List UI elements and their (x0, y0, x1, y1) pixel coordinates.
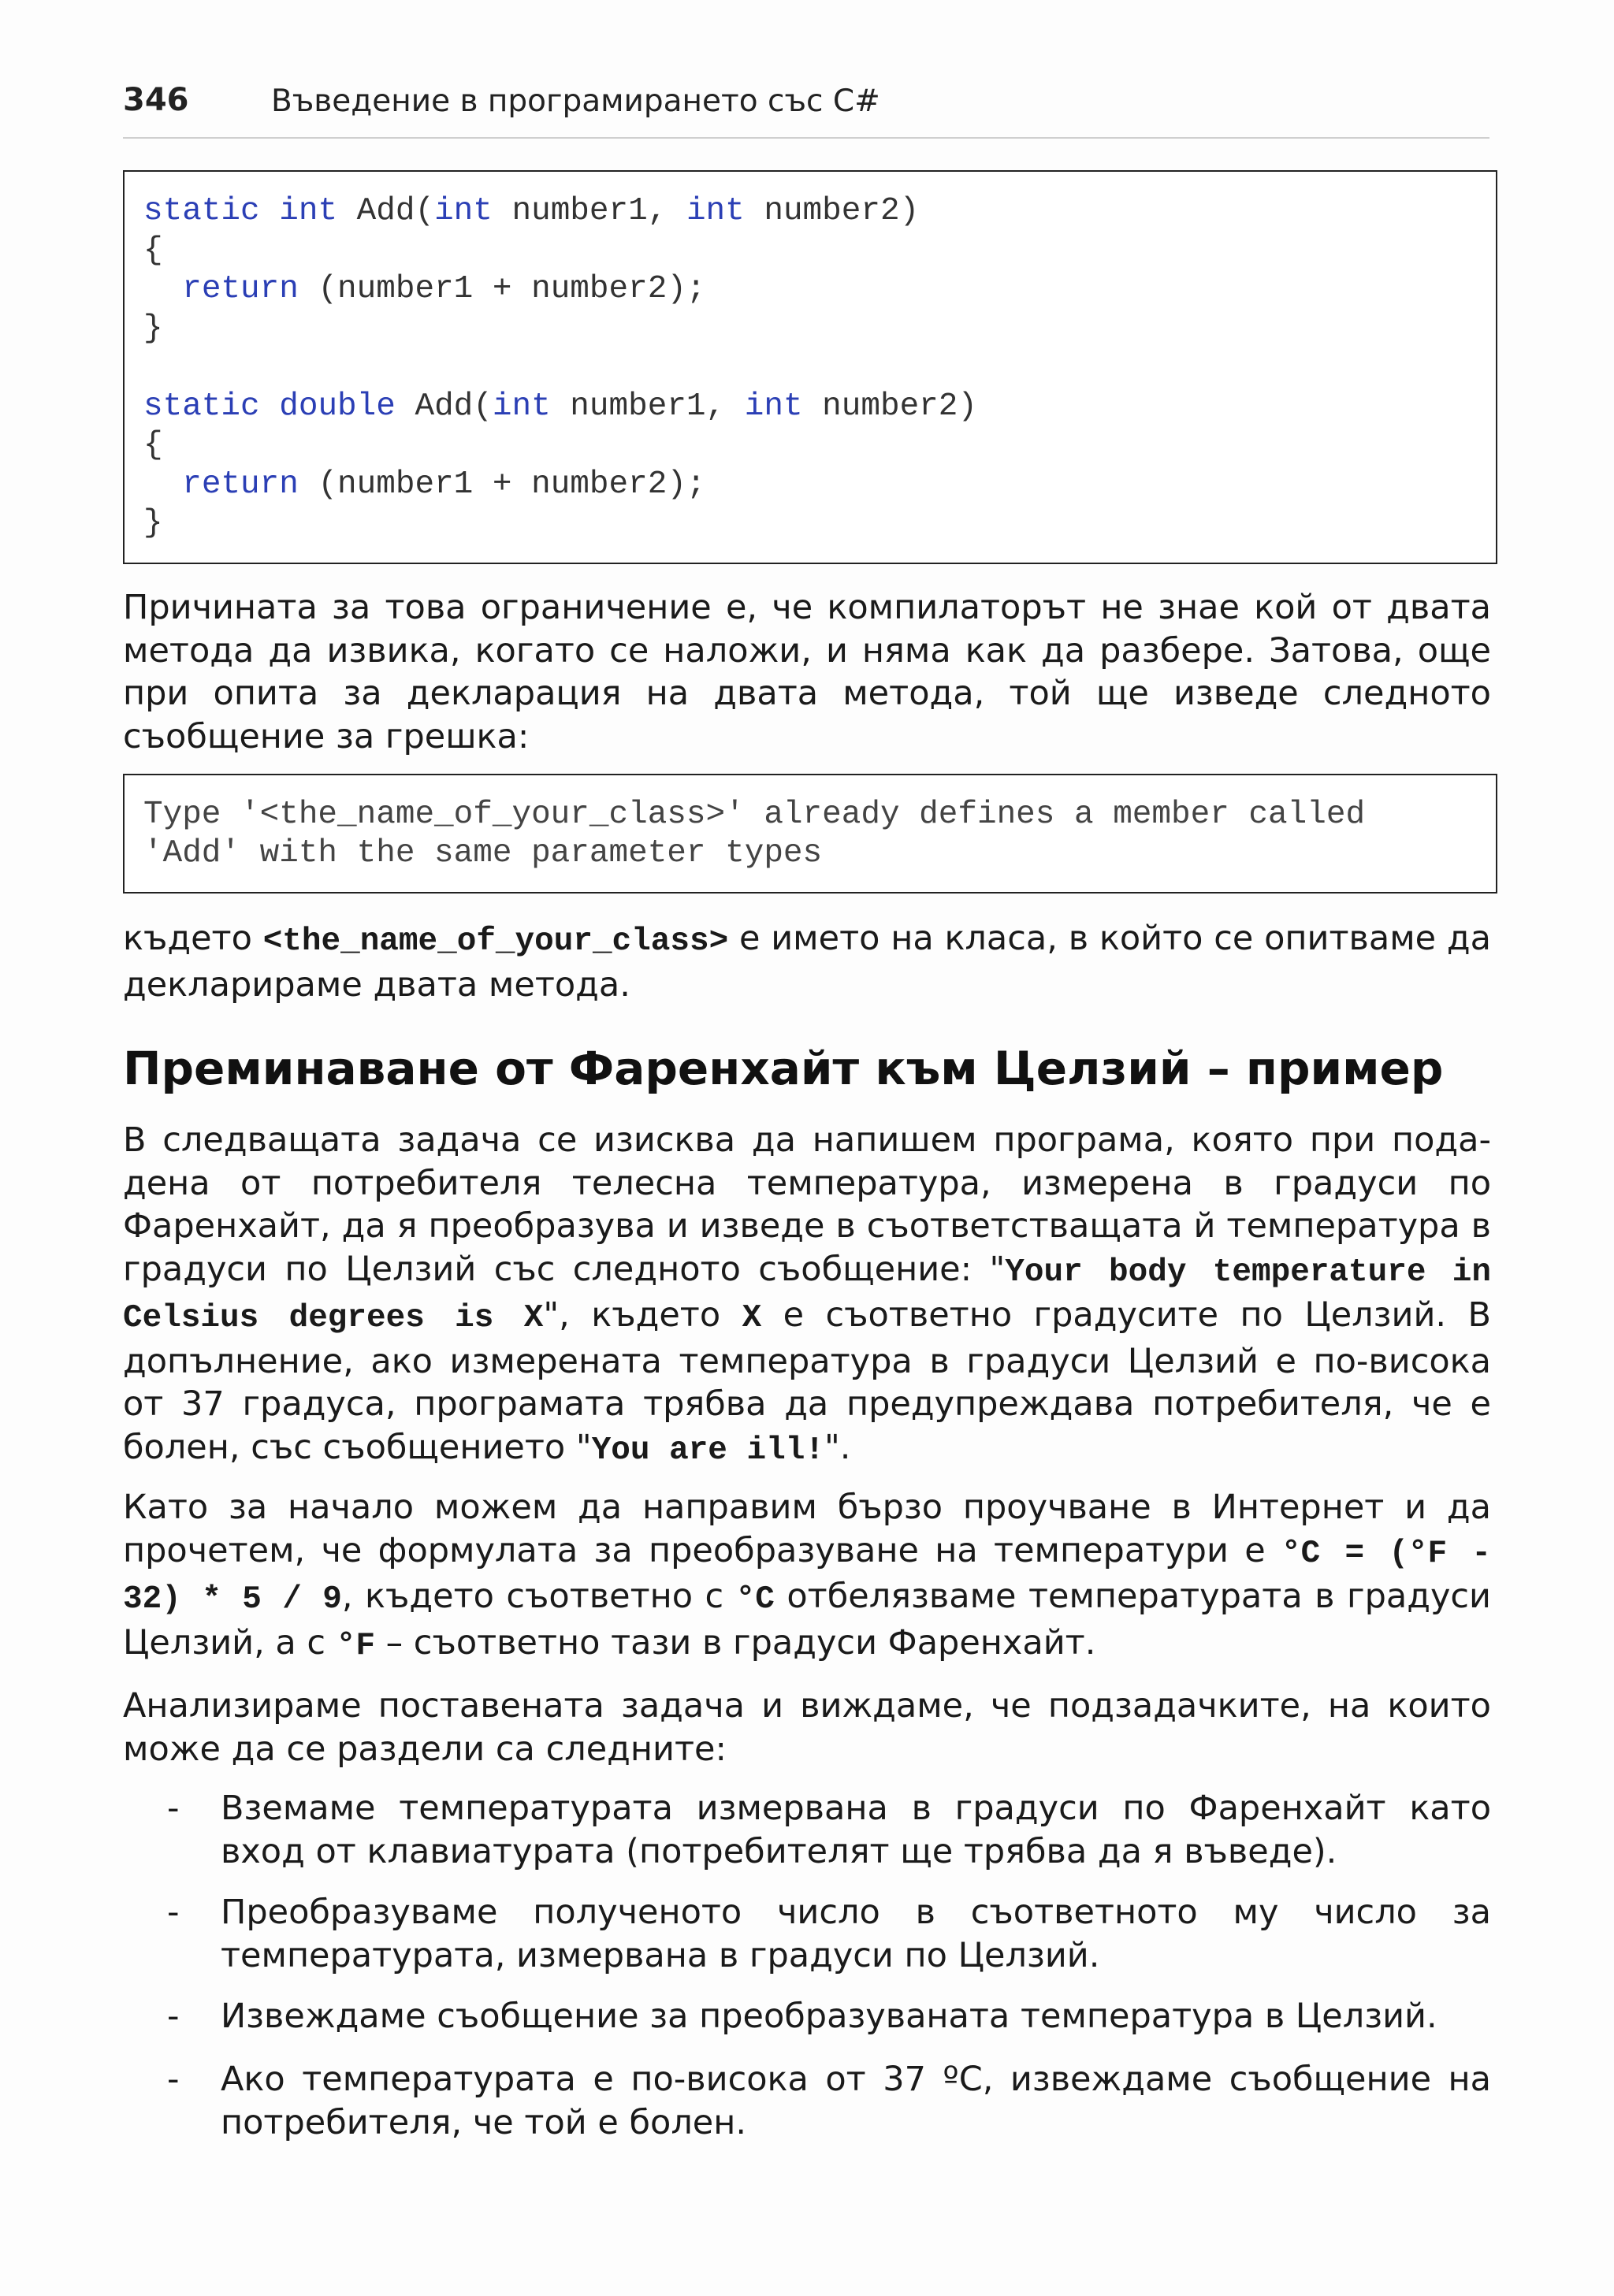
code-keyword: return (182, 271, 299, 307)
code-text: number1, (550, 388, 745, 425)
code-line (143, 310, 1477, 349)
code-keyword: int (279, 193, 338, 229)
code-keyword: int (686, 193, 745, 229)
code-text (260, 388, 280, 425)
inline-code-message: Your body temperature in Celsius degrees is X (123, 1254, 1491, 1336)
list-dash: - (167, 1893, 180, 1932)
code-keyword: int (744, 388, 803, 425)
page-header (123, 82, 1489, 139)
code-text: number2) (744, 193, 920, 229)
list-item-text: Преобразуваме полученото число в съответното му число за температурата, измервана в градуси по Целзий. (221, 1893, 1491, 1975)
paragraph-task (123, 1119, 1491, 1472)
code-line (143, 232, 1477, 271)
code-text: { (143, 427, 163, 463)
code-keyword: int (434, 193, 493, 229)
inline-code-celsius: °C (735, 1581, 775, 1618)
section-heading: Преминаване от Фаренхайт към Целзий – пример (123, 1042, 1444, 1095)
error-line-1: Type '<the_name_of_your_class>' already defines a member called (143, 797, 1366, 833)
list-dash: - (167, 1997, 180, 2036)
list-dash: - (167, 2060, 180, 2099)
list-dash: - (167, 1789, 180, 1828)
code-line (143, 348, 1477, 388)
code-block-overloads (123, 170, 1497, 564)
code-line (143, 466, 1477, 505)
code-text (143, 466, 182, 503)
inline-code-fahrenheit: °F (336, 1627, 375, 1664)
code-line (143, 192, 1477, 232)
code-text (143, 271, 182, 307)
error-line-2: 'Add' with the same parameter types (143, 835, 823, 871)
list-item-text: Извеждаме съобщение за преобразуваната температура в Целзий. (221, 1997, 1437, 2036)
page-number: 346 (123, 82, 189, 118)
text: където (123, 919, 263, 958)
code-text: number1, (492, 193, 686, 229)
paragraph-reason: Причината за това ограничение е, че компилаторът не знае кой от двата метода да извика, когато се наложи, и няма как да разбере. Затова, още при опита за декларация на двата метода, той ще изведе следното съобщение за грешка: (123, 588, 1491, 756)
list-item-text: Вземаме температурата измервана в градуси по Фаренхайт като вход от клавиатурата (потребителят ще трябва да я въведе). (221, 1789, 1491, 1871)
text: е името на класа, в който се опитваме да декларираме двата метода. (123, 919, 1491, 1005)
code-text: Add( (395, 388, 493, 425)
text: В следващата задача се изисква да напишем програма, която при пода-дена от потребителя телесна температура, измерена в градуси по Фаренхайт, да я преобразува и изведе в съответстващата й температура в градуси по Целзий със следното съобщение: " (123, 1120, 1491, 1289)
running-title: Въведение в програмирането със C# (271, 84, 880, 119)
text: е съответно градусите по Целзий. В допълнение, ако измерената температура в градуси Целзий е по-висока от 37 градуса, програмата трябва да предупреждава потребителя, че е болен, със съобщението " (123, 1295, 1491, 1467)
list-item-text: Ако температурата е по-висока от 37 ºC, извеждаме съобщение на потребителя, че той е болен. (221, 2060, 1491, 2142)
code-text: } (143, 505, 163, 541)
code-line (143, 388, 1477, 427)
inline-code-ill: You are ill! (591, 1432, 824, 1469)
code-text: Add( (337, 193, 435, 229)
code-text: { (143, 232, 163, 269)
text: – съответно тази в градуси Фаренхайт. (374, 1622, 1096, 1663)
code-keyword: double (279, 388, 396, 425)
code-line (143, 426, 1477, 466)
text: ", където (543, 1295, 742, 1335)
paragraph-where (123, 917, 1491, 1006)
code-keyword: int (492, 388, 551, 425)
text: ". (824, 1427, 851, 1467)
paragraph-analyze: Анализираме поставената задача и виждаме, че подзадачките, на които може да се раздели са следните: (123, 1686, 1491, 1769)
text: Като за начало можем да направим бързо проучване в Интернет и да прочетем, че формулата за преобразуване на температури е (123, 1488, 1491, 1570)
text: отбелязваме температурата в градуси Целзий, а с (123, 1577, 1491, 1663)
code-line (143, 504, 1477, 544)
code-text: (number1 + number2); (298, 466, 706, 503)
code-keyword: static (143, 388, 260, 425)
code-keyword: return (182, 466, 299, 503)
code-text: (number1 + number2); (298, 271, 706, 307)
code-keyword: static (143, 193, 260, 229)
error-message-block (123, 774, 1497, 894)
inline-code-x: X (742, 1300, 762, 1336)
paragraph-formula (123, 1486, 1491, 1667)
code-text: number2) (802, 388, 977, 425)
inline-code-class-name: <the_name_of_your_class> (262, 923, 729, 960)
code-text: } (143, 310, 163, 347)
code-line (143, 270, 1477, 310)
code-text (260, 193, 280, 229)
inline-code-formula: °C = (°F - 32) * 5 / 9 (123, 1535, 1491, 1618)
text: , където съответно с (341, 1577, 736, 1616)
